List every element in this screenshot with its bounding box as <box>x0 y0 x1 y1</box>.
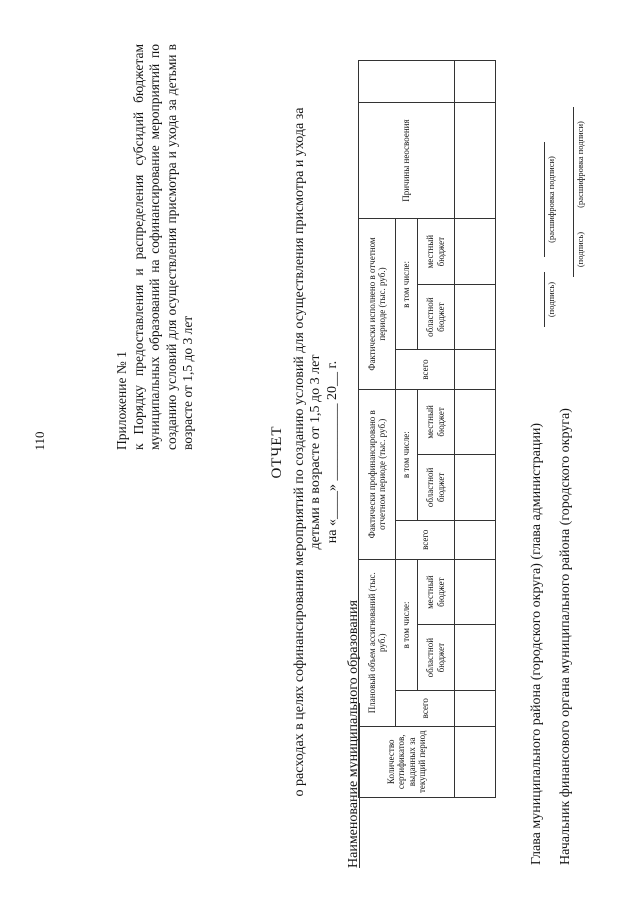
signature-line-fin <box>573 222 574 277</box>
report-title: ОТЧЕТ <box>269 425 285 479</box>
table-row <box>455 61 496 798</box>
table-cell <box>455 102 496 219</box>
report-date-line: на «____» ___________ 20__ г. <box>325 360 340 544</box>
planned-local-header: местный бюджет <box>417 559 454 625</box>
signature-caption-fin: (подпись) <box>575 231 585 268</box>
executed-including-header: в том числе: <box>396 219 417 350</box>
col-planned-header: Плановый объем ассигнований (тыс. руб.) <box>359 559 396 726</box>
signature-head-fin: Начальник финансового органа муниципального района (городского округа) <box>558 408 573 865</box>
extra-empty-column <box>359 61 455 103</box>
table-cell <box>455 61 496 103</box>
table-cell <box>455 455 496 520</box>
table-cell <box>455 520 496 559</box>
financed-regional-header: областной бюджет <box>417 455 454 520</box>
financed-including-header: в том числе: <box>396 389 417 520</box>
table-cell <box>455 350 496 389</box>
appendix-title: Приложение № 1 <box>114 351 129 450</box>
planned-regional-header: областной бюджет <box>417 625 454 690</box>
signature-caption-chief: (подпись) <box>546 281 556 318</box>
municipality-label: Наименование муниципального образования <box>346 600 361 868</box>
decoding-line-fin <box>573 107 574 222</box>
executed-total-header: всего <box>396 350 455 389</box>
financed-local-header: местный бюджет <box>417 389 454 455</box>
table-cell <box>455 559 496 625</box>
financed-total-header: всего <box>396 520 455 559</box>
report-table <box>358 60 496 798</box>
report-subtitle: о расходах в целях софинансирования мероприятий по созданию условий для осуществления присмотра и ухода за детьми в возрасте от 1,5 до 3 лет <box>292 107 323 797</box>
decoding-line-chief <box>544 142 545 257</box>
table-cell <box>455 219 496 285</box>
executed-regional-header: областной бюджет <box>417 284 454 349</box>
table-cell <box>455 690 496 726</box>
col-executed-header: Фактически исполнено в отчетном периоде (тыс. руб.) <box>359 219 396 389</box>
page-number: 110 <box>32 431 47 451</box>
executed-local-header: местный бюджет <box>417 219 454 285</box>
col-certificates-header: Количество сертификатов, выданных за текущий период <box>359 726 455 797</box>
planned-including-header: в том числе: <box>396 559 417 690</box>
decoding-caption-chief: (расшифровка подписи) <box>546 156 556 243</box>
table-header-row <box>359 61 396 798</box>
col-financed-header: Фактически профинансировано в отчетном периоде (тыс. руб.) <box>359 389 396 559</box>
table-cell <box>455 389 496 455</box>
planned-total-header: всего <box>396 690 455 726</box>
appendix-text: к Порядку предоставления и распределения субсидий бюджетам муниципальных образований на софинансирование мероприятий по созданию условий для осуществления присмотра и ухода за детьми в возрасте от 1,5 до 3 лет <box>130 44 196 450</box>
decoding-caption-fin: (расшифровка подписи) <box>575 121 585 208</box>
signature-line-chief <box>544 272 545 327</box>
appendix-block <box>114 44 197 450</box>
table-cell <box>455 284 496 349</box>
rotated-page <box>20 22 620 882</box>
signature-head-chief: Глава муниципального района (городского округа) (глава администрации) <box>529 423 544 865</box>
col-reasons-header: Причины неосвоения <box>359 102 455 219</box>
table-cell <box>455 625 496 690</box>
table-cell <box>455 726 496 797</box>
